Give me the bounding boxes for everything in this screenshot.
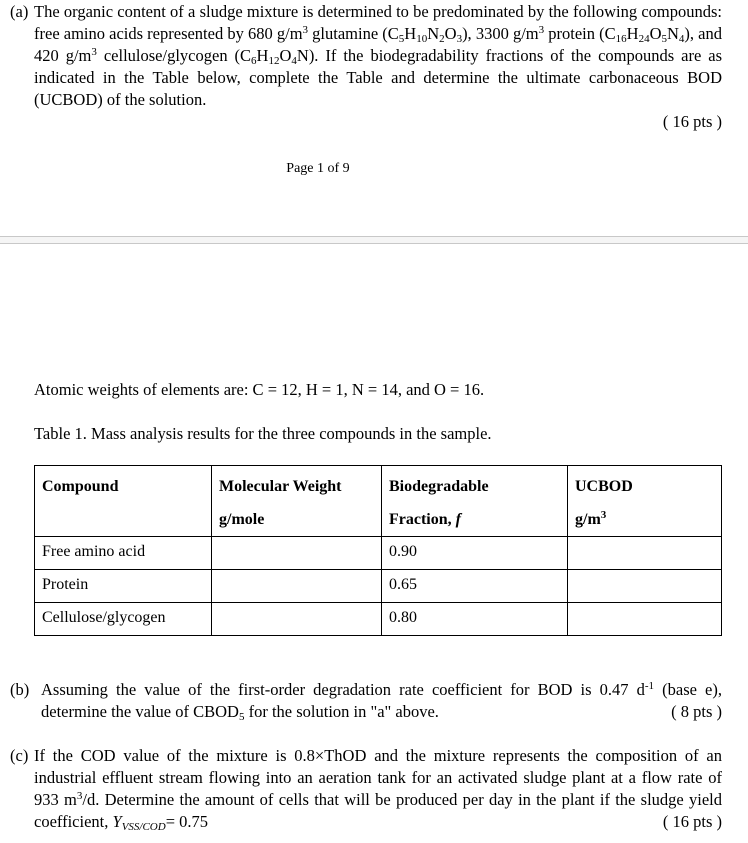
sub: 5 [238,711,245,723]
sup: -1 [644,680,655,692]
points-a: ( 16 pts ) [662,112,722,131]
text: for the solution in "a" above. [244,702,439,721]
text: protein ( [544,24,605,43]
cell-fraction: 0.90 [382,537,568,570]
points-spacer [208,826,304,827]
formula-protein: $C_{16}H_{24}O_5N_4$ [604,24,685,45]
cell-mw [212,537,382,570]
text: = 0.75 [165,812,208,831]
text: (base e), determine the value of CBOD [41,680,722,721]
yield-subscript: VSS/COD [121,821,166,833]
points-c: ( 16 pts ) [662,812,722,831]
header-text: Biodegradable [389,478,489,495]
formula-glutamine: $C_5H_{10}N_2O_3$ [387,24,463,45]
text: ), and 420 g/m [34,24,722,65]
header-unit: Fraction, [389,511,456,528]
points-b: ( 8 pts ) [671,702,722,721]
question-b [10,679,722,723]
mass-analysis-table [34,465,722,636]
cell-fraction: 0.80 [382,603,568,636]
text: glutamine ( [308,24,388,43]
table-caption: Table 1. Mass analysis results for the three compounds in the sample. [34,424,492,443]
text: Assuming the value of the first-order degradation rate coefficient for BOD is 0.47 d [41,680,645,699]
header-text: Compound [42,478,119,495]
table-row [35,603,722,636]
sup: 3 [302,24,309,36]
text: cellulose/glycogen ( [96,46,241,65]
sup: 3 [91,46,97,58]
cell-mw [212,603,382,636]
header-symbol: f [455,511,461,528]
cell-ucbod [568,537,722,570]
header-ucbod [568,466,722,537]
table-header-row [35,466,722,537]
header-compound [35,466,212,537]
text: The organic content of a sludge mixture is determined to be predominated by the following compounds: free amino acids represented by 680 g/m [34,2,722,43]
text: /d. Determine the amount of cells that will be produced per day in the plant if the sludge yield coefficient, [34,790,722,831]
formula-cellulose: $C_6H_{12}O_4N$ [240,46,309,67]
header-text: Molecular Weight [219,478,342,495]
cell-compound: Cellulose/glycogen [35,603,212,636]
cell-ucbod [568,603,722,636]
header-mw [212,466,382,537]
header-unit: g/mole [219,511,265,528]
cell-compound: Protein [35,570,212,603]
text: ). If the biodegradability fractions of the compounds are as indicated in the Table below, complete the Table and determine the ultimate carbonaceous BOD (UCBOD) of the solution. [34,46,722,109]
sup: 3 [538,24,545,36]
yield-symbol: Y [112,812,122,831]
question-a-label: (a) [10,2,29,21]
sup: 3 [600,509,607,521]
cell-mw [212,570,382,603]
table-row [35,570,722,603]
text: If the COD value of the mixture is 0.8×ThOD and the mixture represents the composition of an industrial effluent stream flowing into an aeration tank for an activated sludge plant at a flow rate of 933 m [34,746,722,809]
question-c [10,745,722,833]
page-break [0,236,748,244]
question-c-label: (c) [10,746,29,765]
sup: 3 [76,790,83,802]
page-number: Page 1 of 9 [286,161,350,176]
cell-fraction: 0.65 [382,570,568,603]
atomic-weights: Atomic weights of elements are: C = 12, H = 1, N = 14, and O = 16. [34,380,485,399]
table-row [35,537,722,570]
question-a [10,1,722,133]
text: ), 3300 g/m [462,24,539,43]
question-b-label: (b) [10,680,30,699]
points-spacer [439,716,535,717]
header-text: UCBOD [575,478,633,495]
cell-compound: Free amino acid [35,537,212,570]
header-fraction [382,466,568,537]
cell-ucbod [568,570,722,603]
header-unit: g/m [575,511,601,528]
